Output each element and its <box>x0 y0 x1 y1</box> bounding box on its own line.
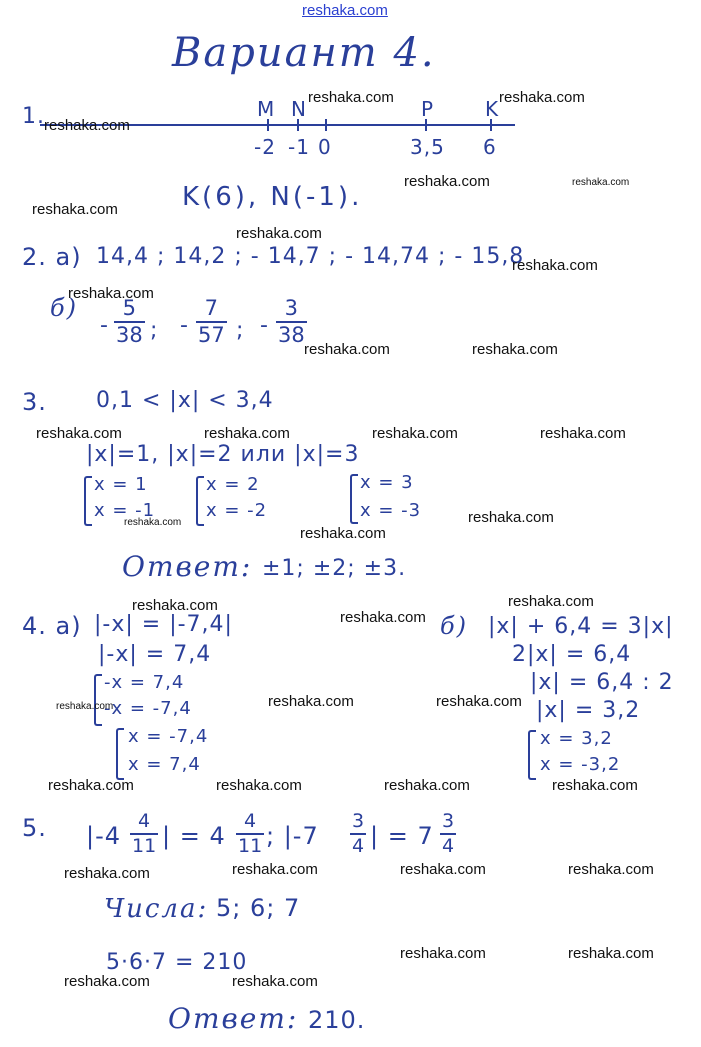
task5-answer-label: Ответ: <box>168 1002 299 1035</box>
task3-condition: 0,1 < |x| < 3,4 <box>96 388 274 413</box>
fraction-numerator: 3 <box>442 810 455 832</box>
task2-b-label: б) <box>50 294 79 322</box>
task5-expr-part: | = 4 <box>162 822 226 850</box>
system-brace <box>350 474 358 524</box>
watermark-label: reshaka.com <box>124 517 182 528</box>
watermark-label: reshaka.com <box>508 593 594 610</box>
task3-answer-value: ±1; ±2; ±3. <box>262 556 407 581</box>
point-value-zero: 0 <box>318 135 332 159</box>
system-brace <box>94 674 102 726</box>
fraction-denominator: 4 <box>352 835 365 857</box>
system-line: x = -3,2 <box>540 754 621 775</box>
fraction-denominator: 38 <box>116 323 143 347</box>
fraction-sign: - <box>180 313 189 338</box>
watermark-label: reshaka.com <box>384 777 470 794</box>
watermark-label: reshaka.com <box>436 693 522 710</box>
system-line: x = -7,4 <box>128 726 209 747</box>
watermark-label: reshaka.com <box>568 945 654 962</box>
watermark-label: reshaka.com <box>540 425 626 442</box>
task4-b-label: б) <box>440 612 469 640</box>
system-line: x = 1 <box>94 474 148 495</box>
task1-answer: K(6), N(-1). <box>182 182 363 212</box>
system-line: x = 7,4 <box>128 754 201 775</box>
task4-b-line: |x| + 6,4 = 3|x| <box>488 614 674 639</box>
fraction-denominator: 4 <box>442 835 455 857</box>
fraction-separator: ; <box>236 318 245 343</box>
watermark-label: reshaka.com <box>48 777 134 794</box>
fraction-numerator: 3 <box>284 296 299 320</box>
task4-a-label: 4. а) <box>22 612 82 640</box>
system-brace <box>196 476 204 526</box>
fraction <box>114 298 145 346</box>
fraction-denominator: 11 <box>238 835 263 857</box>
task5-product: 5·6·7 = 210 <box>106 950 248 975</box>
task5-expr-part: |-4 <box>86 822 122 850</box>
watermark-label: reshaka.com <box>400 861 486 878</box>
system-line: x = -2 <box>206 500 268 521</box>
point-value-n: -1 <box>288 135 310 159</box>
watermark-label: reshaka.com <box>44 117 130 134</box>
task3-line: |x|=1, |x|=2 или |x|=3 <box>86 442 360 467</box>
watermark-label: reshaka.com <box>300 525 386 542</box>
task2-a-label: 2. а) <box>22 243 82 271</box>
watermark-label: reshaka.com <box>400 945 486 962</box>
system-line: x = 3,2 <box>540 728 613 749</box>
task1-number: 1. <box>22 104 45 129</box>
task4-a-line: |-x| = |-7,4| <box>94 612 233 637</box>
fraction <box>350 812 366 856</box>
watermark-label: reshaka.com <box>216 777 302 794</box>
watermark-label: reshaka.com <box>572 177 630 188</box>
watermark-label: reshaka.com <box>468 509 554 526</box>
fraction-numerator: 4 <box>138 810 151 832</box>
task5-number: 5. <box>22 814 47 842</box>
system-line: x = -3 <box>360 500 422 521</box>
watermark-label: reshaka.com <box>36 425 122 442</box>
watermark-label: reshaka.com <box>232 973 318 990</box>
task4-b-line: |x| = 3,2 <box>536 698 641 723</box>
task5-answer-value: 210. <box>308 1006 366 1034</box>
fraction <box>276 298 307 346</box>
page-title: Вариант 4. <box>172 30 436 76</box>
task5-expr-part: ; |-7 <box>266 822 319 850</box>
fraction-denominator: 38 <box>278 323 305 347</box>
fraction <box>236 812 264 856</box>
task4-a-line: |-x| = 7,4 <box>98 642 212 667</box>
system-line: -x = -7,4 <box>104 698 192 719</box>
point-letter-n: N <box>291 97 307 121</box>
fraction <box>196 298 227 346</box>
point-value-p: 3,5 <box>410 135 445 159</box>
system-brace <box>528 730 536 780</box>
watermark-label: reshaka.com <box>512 257 598 274</box>
system-brace <box>84 476 92 526</box>
watermark-label: reshaka.com <box>404 173 490 190</box>
fraction-numerator: 3 <box>352 810 365 832</box>
watermark-label: reshaka.com <box>472 341 558 358</box>
watermark-label: reshaka.com <box>204 425 290 442</box>
task4-b-line: 2|x| = 6,4 <box>512 642 632 667</box>
point-value-k: 6 <box>483 135 497 159</box>
fraction-separator: ; <box>150 318 159 343</box>
point-value-m: -2 <box>254 135 276 159</box>
point-letter-k: K <box>485 97 500 121</box>
watermark-label: reshaka.com <box>552 777 638 794</box>
fraction-sign: - <box>260 313 269 338</box>
watermark-label: reshaka.com <box>232 861 318 878</box>
system-line: -x = 7,4 <box>104 672 185 693</box>
fraction-numerator: 7 <box>204 296 219 320</box>
watermark-label: reshaka.com <box>132 597 218 614</box>
fraction-denominator: 11 <box>132 835 157 857</box>
system-line: x = 2 <box>206 474 260 495</box>
header-watermark[interactable]: reshaka.com <box>302 2 388 19</box>
point-letter-m: M <box>257 97 276 121</box>
fraction-sign: - <box>100 313 109 338</box>
fraction-denominator: 57 <box>198 323 225 347</box>
watermark-label: reshaka.com <box>340 609 426 626</box>
fraction-numerator: 4 <box>244 810 257 832</box>
watermark-label: reshaka.com <box>372 425 458 442</box>
watermark-label: reshaka.com <box>68 285 154 302</box>
system-brace <box>116 728 124 780</box>
watermark-label: reshaka.com <box>64 973 150 990</box>
task5-numbers-value: 5; 6; 7 <box>216 894 301 922</box>
task5-expr-part: | = 7 <box>370 822 434 850</box>
fraction <box>440 812 456 856</box>
point-letter-p: P <box>421 97 435 121</box>
watermark-label: reshaka.com <box>268 693 354 710</box>
task3-answer-label: Ответ: <box>122 550 253 583</box>
task5-numbers-label: Числа: <box>104 894 209 924</box>
system-line: x = -1 <box>94 500 156 521</box>
watermark-label: reshaka.com <box>236 225 322 242</box>
watermark-label: reshaka.com <box>32 201 118 218</box>
fraction-numerator: 5 <box>122 296 137 320</box>
watermark-label: reshaka.com <box>499 89 585 106</box>
watermark-label: reshaka.com <box>568 861 654 878</box>
watermark-label: reshaka.com <box>56 701 114 712</box>
watermark-label: reshaka.com <box>308 89 394 106</box>
watermark-label: reshaka.com <box>304 341 390 358</box>
task3-number: 3. <box>22 388 47 416</box>
system-line: x = 3 <box>360 472 414 493</box>
task2-a-text: 14,4 ; 14,2 ; - 14,7 ; - 14,74 ; - 15,8 <box>96 244 525 269</box>
fraction <box>130 812 158 856</box>
watermark-label: reshaka.com <box>64 865 150 882</box>
task4-b-line: |x| = 6,4 : 2 <box>530 670 674 695</box>
